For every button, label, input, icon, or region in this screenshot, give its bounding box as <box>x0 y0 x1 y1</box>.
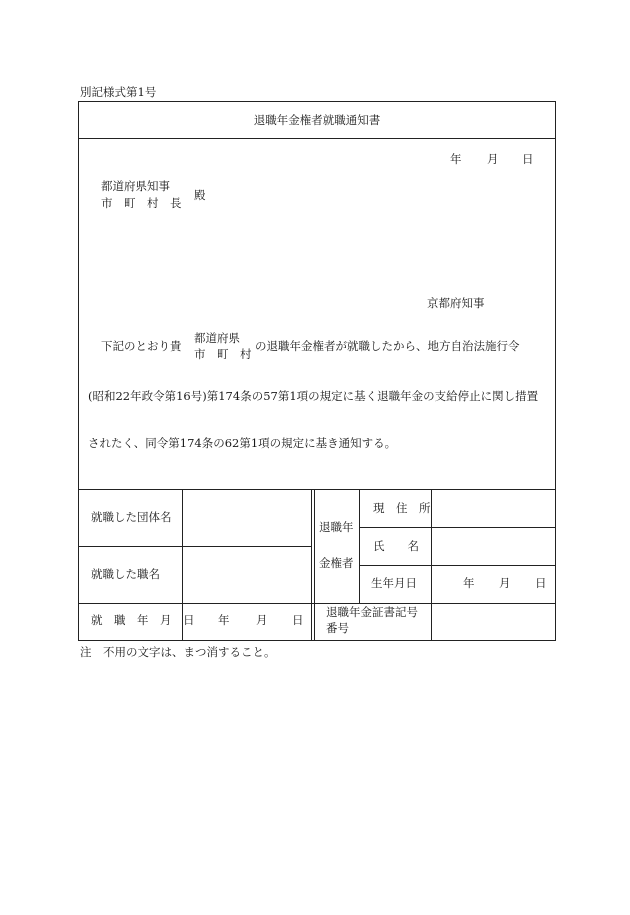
birthdate-month: 月 <box>499 576 511 590</box>
name-label: 氏 名 <box>373 539 419 553</box>
birthdate-day: 日 <box>535 576 547 590</box>
form-title: 退職年金権者就職通知書 <box>253 113 381 127</box>
date-month: 月 <box>487 152 499 166</box>
position-label: 就職した職名 <box>91 567 160 581</box>
table-vline-2 <box>311 489 312 641</box>
birthdate-label: 生年月日 <box>371 576 417 590</box>
form-number: 別記様式第1号 <box>80 85 157 99</box>
table-hline-right-2 <box>359 565 556 566</box>
issue-date <box>450 153 462 167</box>
body-stack-bottom: 市 町 村 <box>194 347 252 361</box>
date-day: 日 <box>522 152 534 166</box>
title-divider <box>78 138 556 139</box>
employment-date-year: 年 <box>218 613 230 627</box>
table-hline-right-1 <box>359 527 556 528</box>
employment-date-month: 月 <box>256 613 268 627</box>
body-line-2: (昭和22年政令第16号)第174条の57第1項の規定に基く退職年金の支給停止に関し措置 <box>88 389 539 403</box>
table-hline-bottom <box>78 603 556 604</box>
addressee-line-2: 市 町 村 長 <box>101 196 182 210</box>
address-label: 現 住 所 <box>373 501 431 515</box>
body-divider <box>78 489 556 490</box>
certificate-label-1: 退職年金証書記号 <box>326 605 418 619</box>
body-line-3: されたく、同令第174条の62第1項の規定に基き通知する。 <box>88 436 397 450</box>
employment-date-label: 就 職 年 月 日 <box>91 613 195 627</box>
birthdate-year: 年 <box>463 576 475 590</box>
footnote: 注 不用の文字は、まつ消すること。 <box>80 645 276 659</box>
date-year: 年 <box>450 152 462 166</box>
employer-label: 就職した団体名 <box>91 510 172 524</box>
table-hline-left-1 <box>78 546 312 547</box>
body-line-1-suffix: の退職年金権者が就職したから、地方自治法施行令 <box>255 339 520 353</box>
table-vline-4 <box>359 489 360 603</box>
addressee-line-1: 都道府県知事 <box>101 179 170 193</box>
pensioner-label-1: 退職年 <box>319 520 354 534</box>
certificate-label-2: 番号 <box>326 621 349 635</box>
pensioner-label-2: 金権者 <box>319 556 354 570</box>
body-line-1-prefix: 下記のとおり貴 <box>101 339 182 353</box>
addressee-honorific: 殿 <box>194 188 206 202</box>
sender: 京都府知事 <box>427 296 485 310</box>
body-stack-top: 都道府県 <box>194 331 240 345</box>
table-vline-3 <box>314 489 315 641</box>
employment-date-day: 日 <box>292 613 304 627</box>
